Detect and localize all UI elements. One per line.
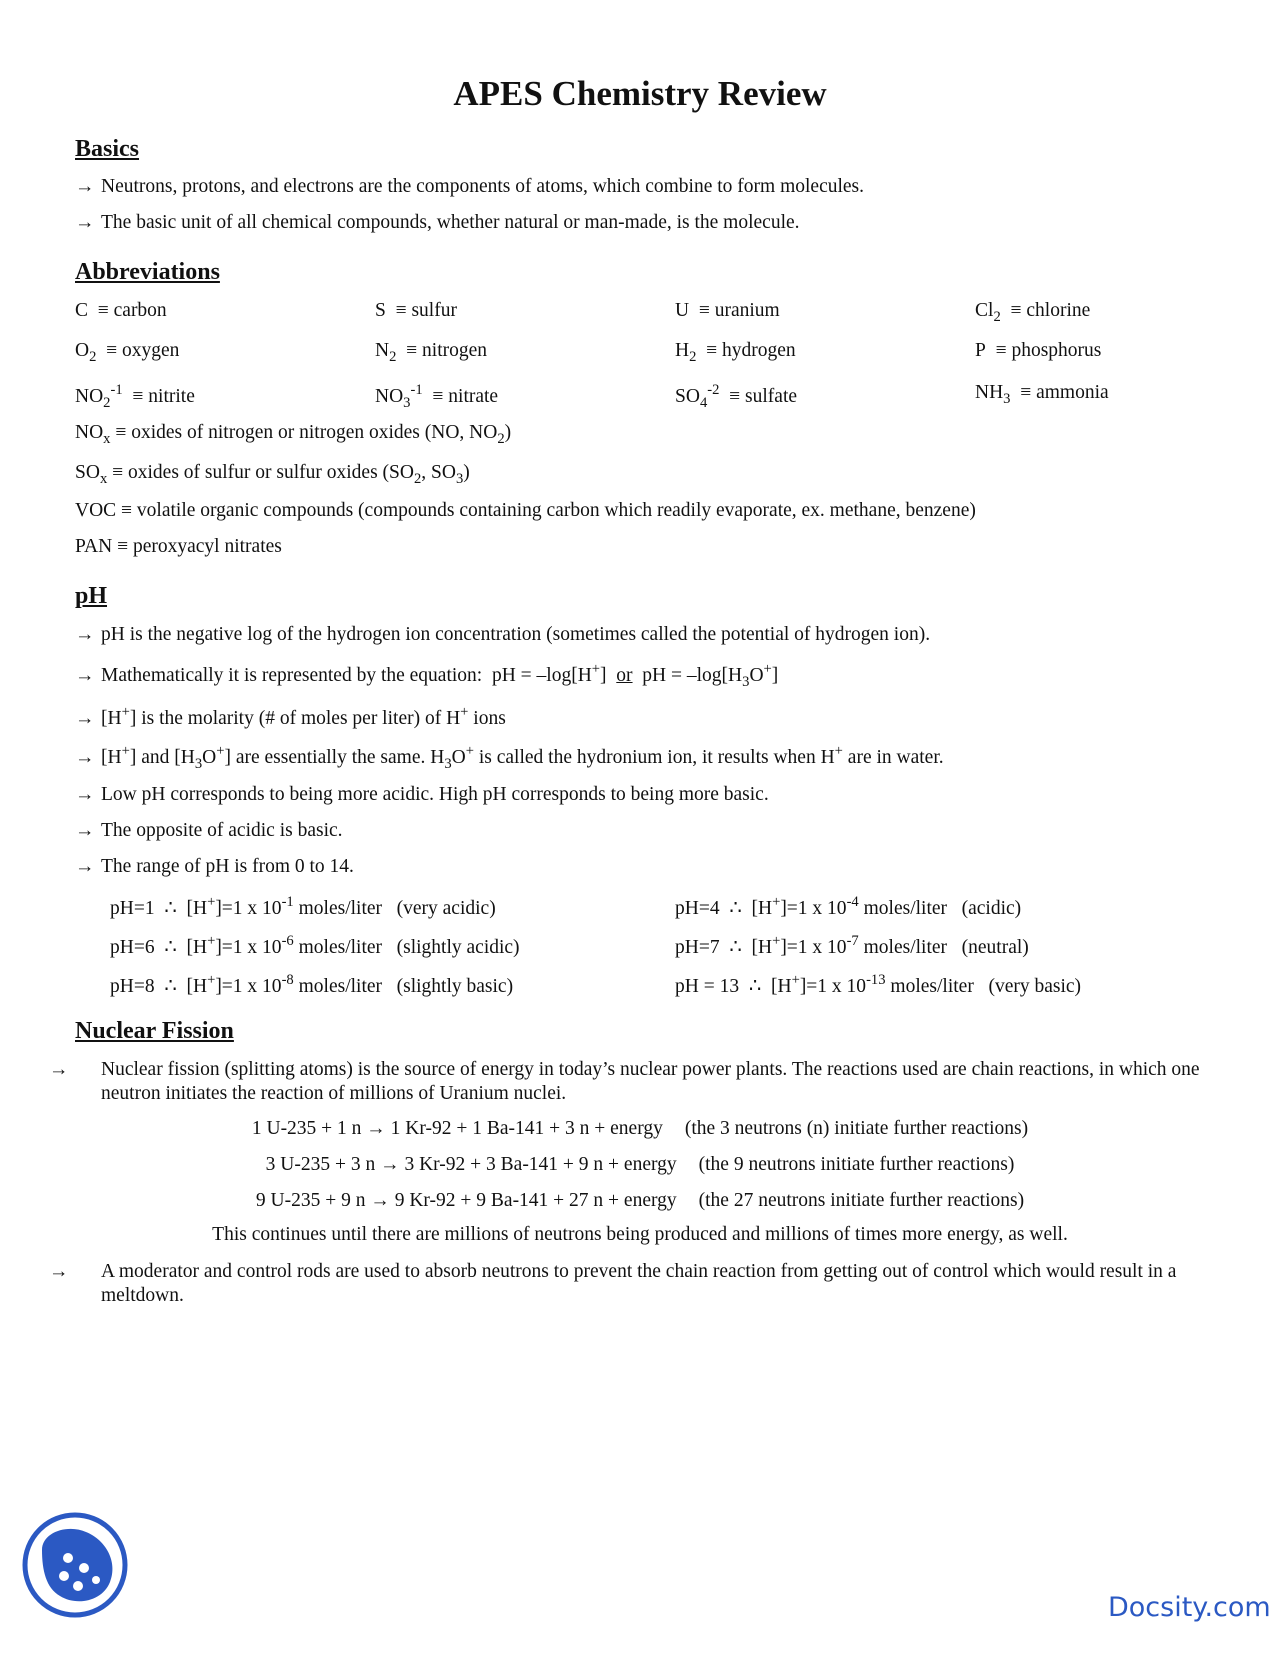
- abbreviation-nitrogen: $N_2$ ≡ nitrogen: [375, 340, 488, 366]
- ph-example: pH=6 ∴ [H+]=1 x $10^{-6}$ moles/liter (slightly acidic): [110, 933, 520, 959]
- abbreviation-oxygen: $O_2$ ≡ oxygen: [75, 340, 180, 366]
- section-heading-ph: pH: [75, 583, 108, 609]
- abbreviation-sox: $SO_x$ ≡ oxides of sulfur or sulfur oxides ($SO_2$, $SO_3$): [75, 462, 470, 488]
- abbreviation-phosphorus: P ≡ phosphorus: [975, 340, 1102, 361]
- abbreviation-uranium: U ≡ uranium: [675, 300, 780, 321]
- ph-item: → The range of pH is from 0 to 14.: [75, 856, 354, 877]
- section-heading-abbreviations: Abbreviations: [75, 259, 220, 285]
- arrow-icon: →: [75, 176, 95, 197]
- arrow-icon: →: [75, 856, 95, 877]
- abbreviation-chlorine: $Cl_2$ ≡ chlorine: [975, 300, 1091, 326]
- fission-reaction: 9 U-235 + 9 n → 9 Kr-92 + 9 Ba-141 + 27 n + energy (the 27 neutrons initiate further reactions): [255, 1190, 1025, 1211]
- arrow-icon: →: [75, 624, 95, 645]
- abbreviation-hydrogen: $H_2$ ≡ hydrogen: [675, 340, 796, 366]
- arrow-icon: →: [75, 708, 95, 730]
- basics-item: → Neutrons, protons, and electrons are the components of atoms, which combine to form molecules.: [75, 176, 865, 197]
- abbreviation-pan: PAN ≡ peroxyacyl nitrates: [75, 536, 282, 557]
- ph-item-equation: → Mathematically it is represented by the equation: pH = –log[H+] or pH = $-\log[H_3O^+]$: [75, 661, 779, 691]
- ph-example: pH = 13 ∴ [H+]=1 x $10^{-13}$ moles/liter (very basic): [675, 972, 1082, 998]
- section-heading-nuclear-fission: Nuclear Fission: [75, 1018, 234, 1044]
- ph-item-molarity: → [H+] is the molarity (# of moles per liter) of H+ ions: [75, 704, 506, 730]
- abbreviation-nitrite: $NO_2^{-1}$ ≡ nitrite: [75, 382, 195, 412]
- ph-item-hydronium: → [H+] and $[H_3O^+]$ are essentially the same. $H_3O^+$ is called the hydronium ion, it results when H+ are in water.: [75, 743, 944, 773]
- abbreviation-ammonia: $NH_3$ ≡ ammonia: [975, 382, 1109, 408]
- abbreviation-nox: $NO_x$ ≡ oxides of nitrogen or nitrogen oxides (NO, $NO_2$): [75, 422, 512, 448]
- ph-example: pH=4 ∴ [H+]=1 x $10^{-4}$ moles/liter (acidic): [675, 894, 1022, 920]
- ph-example: pH=8 ∴ [H+]=1 x $10^{-8}$ moles/liter (slightly basic): [110, 972, 514, 998]
- arrow-icon: →: [75, 747, 95, 769]
- abbreviation-sulfur: S ≡ sulfur: [375, 300, 457, 321]
- basics-item: → The basic unit of all chemical compounds, whether natural or man-made, is the molecule.: [75, 212, 800, 233]
- ph-item: → The opposite of acidic is basic.: [75, 820, 343, 841]
- ph-item: → pH is the negative log of the hydrogen ion concentration (sometimes called the potential of hydrogen ion).: [75, 624, 931, 645]
- fission-intro: → Nuclear fission (splitting atoms) is the source of energy in today’s nuclear power plants. The reactions used are chain reactions, in which one neutron initiates the reaction of millions of Uranium nuclei.: [49, 1059, 1200, 1104]
- docsity-logo-icon: [20, 1510, 130, 1620]
- ph-example: pH=1 ∴ [H+]=1 x $10^{-1}$ moles/liter (very acidic): [110, 894, 496, 920]
- ph-example: pH=7 ∴ [H+]=1 x $10^{-7}$ moles/liter (neutral): [675, 933, 1029, 959]
- arrow-icon: →: [75, 784, 95, 805]
- docsity-brand-text[interactable]: Docsity.com: [1108, 1592, 1271, 1623]
- arrow-icon: →: [75, 212, 95, 233]
- abbreviation-nitrate: $NO_3^{-1}$ ≡ nitrate: [375, 382, 499, 412]
- fission-continues: This continues until there are millions of neutrons being produced and millions of times more energy, as well.: [212, 1224, 1068, 1245]
- arrow-icon: →: [75, 665, 95, 687]
- section-heading-basics: Basics: [75, 136, 140, 162]
- abbreviation-sulfate: $SO_4^{-2}$ ≡ sulfate: [675, 382, 798, 412]
- fission-moderator: → A moderator and control rods are used to absorb neutrons to prevent the chain reaction from getting out of control which would result in a meltdown.: [49, 1261, 1177, 1306]
- abbreviation-voc: VOC ≡ volatile organic compounds (compounds containing carbon which readily evaporate, ex. methane, benzene): [75, 500, 976, 521]
- arrow-icon: →: [49, 1261, 69, 1282]
- abbreviation-carbon: C ≡ carbon: [75, 300, 167, 321]
- arrow-icon: →: [49, 1059, 69, 1080]
- fission-reaction: 1 U-235 + 1 n → 1 Kr-92 + 1 Ba-141 + 3 n + energy (the 3 neutrons (n) initiate further reactions): [251, 1118, 1029, 1139]
- ph-item: → Low pH corresponds to being more acidic. High pH corresponds to being more basic.: [75, 784, 769, 805]
- fission-reaction: 3 U-235 + 3 n → 3 Kr-92 + 3 Ba-141 + 9 n + energy (the 9 neutrons initiate further reactions): [265, 1154, 1015, 1175]
- page-title: APES Chemistry Review: [453, 74, 827, 113]
- arrow-icon: →: [75, 820, 95, 841]
